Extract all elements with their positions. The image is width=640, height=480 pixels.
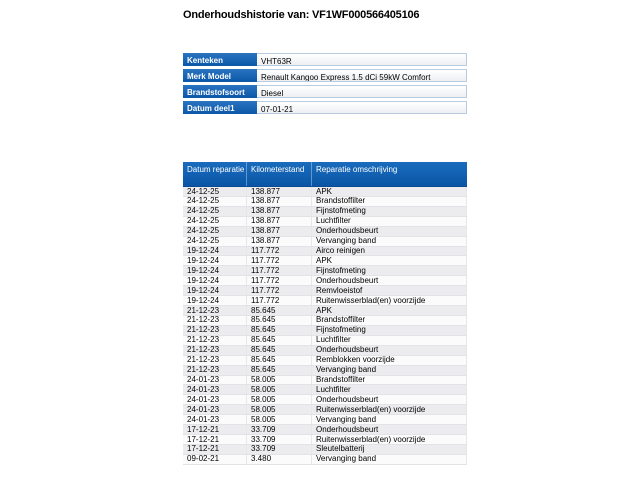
- table-row: [183, 247, 467, 257]
- cell-datum-reparatie: 21-12-23: [183, 336, 247, 345]
- cell-reparatie-omschrijving: Vervanging band: [312, 237, 467, 246]
- table-row: [183, 366, 467, 376]
- vehicle-info-label: Brandstofsoort: [183, 85, 257, 98]
- cell-kilometerstand: 117.772: [247, 296, 312, 305]
- cell-kilometerstand: 117.772: [247, 286, 312, 295]
- cell-reparatie-omschrijving: Ruitenwisserblad(en) voorzijde: [312, 405, 467, 414]
- cell-datum-reparatie: 19-12-24: [183, 247, 247, 256]
- table-row: [183, 227, 467, 237]
- cell-kilometerstand: 58.005: [247, 385, 312, 394]
- vehicle-info-value: 07-01-21: [257, 101, 467, 114]
- vehicle-info-label: Merk Model: [183, 69, 257, 82]
- cell-kilometerstand: 85.645: [247, 346, 312, 355]
- table-row: [183, 445, 467, 455]
- cell-datum-reparatie: 19-12-24: [183, 266, 247, 275]
- maintenance-history-table: [183, 162, 467, 465]
- cell-datum-reparatie: 09-02-21: [183, 455, 247, 464]
- cell-datum-reparatie: 24-12-25: [183, 227, 247, 236]
- table-row: [183, 306, 467, 316]
- cell-datum-reparatie: 24-12-25: [183, 237, 247, 246]
- cell-datum-reparatie: 24-12-25: [183, 187, 247, 196]
- cell-datum-reparatie: 19-12-24: [183, 286, 247, 295]
- cell-reparatie-omschrijving: Vervanging band: [312, 366, 467, 375]
- cell-datum-reparatie: 17-12-21: [183, 445, 247, 454]
- vehicle-info-row: [183, 101, 467, 114]
- cell-reparatie-omschrijving: Fijnstofmeting: [312, 266, 467, 275]
- cell-kilometerstand: 33.709: [247, 425, 312, 434]
- cell-kilometerstand: 85.645: [247, 356, 312, 365]
- vehicle-info-row: [183, 69, 467, 82]
- cell-datum-reparatie: 21-12-23: [183, 326, 247, 335]
- table-row: [183, 425, 467, 435]
- cell-kilometerstand: 138.877: [247, 217, 312, 226]
- column-header-datum-reparatie: Datum reparatie: [183, 162, 247, 186]
- cell-kilometerstand: 85.645: [247, 306, 312, 315]
- cell-datum-reparatie: 19-12-24: [183, 296, 247, 305]
- vehicle-info-label: Kenteken: [183, 53, 257, 66]
- column-header-reparatie-omschrijving: Reparatie omschrijving: [316, 165, 398, 174]
- cell-reparatie-omschrijving: Brandstoffilter: [312, 197, 467, 206]
- table-row: [183, 435, 467, 445]
- cell-datum-reparatie: 19-12-24: [183, 276, 247, 285]
- cell-reparatie-omschrijving: Luchtfilter: [312, 336, 467, 345]
- cell-kilometerstand: 117.772: [247, 266, 312, 275]
- cell-reparatie-omschrijving: Ruitenwisserblad(en) voorzijde: [312, 435, 467, 444]
- page-title: Onderhoudshistorie van: VF1WF000566405106: [183, 9, 420, 21]
- table-row: [183, 256, 467, 266]
- cell-reparatie-omschrijving: Onderhoudsbeurt: [312, 227, 467, 236]
- table-row: [183, 217, 467, 227]
- cell-datum-reparatie: 24-01-23: [183, 385, 247, 394]
- cell-datum-reparatie: 21-12-23: [183, 356, 247, 365]
- cell-reparatie-omschrijving: Luchtfilter: [312, 217, 467, 226]
- cell-kilometerstand: 138.877: [247, 227, 312, 236]
- cell-kilometerstand: 85.645: [247, 316, 312, 325]
- cell-kilometerstand: 138.877: [247, 207, 312, 216]
- table-row: [183, 187, 467, 197]
- cell-kilometerstand: 58.005: [247, 376, 312, 385]
- table-row: [183, 346, 467, 356]
- table-row: [183, 336, 467, 346]
- cell-datum-reparatie: 21-12-23: [183, 306, 247, 315]
- table-row: [183, 455, 467, 465]
- table-row: [183, 266, 467, 276]
- table-row: [183, 405, 467, 415]
- cell-reparatie-omschrijving: Onderhoudsbeurt: [312, 395, 467, 404]
- table-row: [183, 385, 467, 395]
- table-row: [183, 286, 467, 296]
- table-row: [183, 326, 467, 336]
- cell-kilometerstand: 58.005: [247, 405, 312, 414]
- vehicle-info-label: Datum deel1: [183, 101, 257, 114]
- cell-kilometerstand: 3.480: [247, 455, 312, 464]
- table-row: [183, 356, 467, 366]
- cell-datum-reparatie: 24-12-25: [183, 197, 247, 206]
- cell-datum-reparatie: 24-01-23: [183, 405, 247, 414]
- cell-kilometerstand: 117.772: [247, 256, 312, 265]
- vehicle-info-row: [183, 85, 467, 98]
- cell-reparatie-omschrijving: APK: [312, 187, 467, 196]
- cell-reparatie-omschrijving: Fijnstofmeting: [312, 326, 467, 335]
- cell-reparatie-omschrijving: Ruitenwisserblad(en) voorzijde: [312, 296, 467, 305]
- cell-datum-reparatie: 21-12-23: [183, 316, 247, 325]
- table-row: [183, 376, 467, 386]
- cell-datum-reparatie: 24-12-25: [183, 207, 247, 216]
- cell-datum-reparatie: 17-12-21: [183, 425, 247, 434]
- table-row: [183, 197, 467, 207]
- table-row: [183, 207, 467, 217]
- history-rows: [183, 187, 467, 465]
- vehicle-info-table: [183, 53, 467, 117]
- table-row: [183, 237, 467, 247]
- cell-kilometerstand: 138.877: [247, 187, 312, 196]
- cell-kilometerstand: 33.709: [247, 435, 312, 444]
- table-row: [183, 296, 467, 306]
- cell-datum-reparatie: 21-12-23: [183, 366, 247, 375]
- cell-reparatie-omschrijving: Fijnstofmeting: [312, 207, 467, 216]
- cell-datum-reparatie: 24-01-23: [183, 395, 247, 404]
- cell-reparatie-omschrijving: Vervanging band: [312, 455, 467, 464]
- cell-kilometerstand: 85.645: [247, 366, 312, 375]
- cell-reparatie-omschrijving: Vervanging band: [312, 415, 467, 424]
- cell-reparatie-omschrijving: Luchtfilter: [312, 385, 467, 394]
- cell-kilometerstand: 138.877: [247, 197, 312, 206]
- cell-kilometerstand: 85.645: [247, 326, 312, 335]
- cell-reparatie-omschrijving: APK: [312, 306, 467, 315]
- vehicle-info-value: Renault Kangoo Express 1.5 dCi 59kW Comfort: [257, 69, 467, 82]
- column-header-kilometerstand: Kilometerstand: [247, 162, 312, 186]
- vehicle-info-value: Diesel: [257, 85, 467, 98]
- vehicle-info-value: VHT63R: [257, 53, 467, 66]
- table-row: [183, 316, 467, 326]
- cell-datum-reparatie: 24-01-23: [183, 415, 247, 424]
- cell-kilometerstand: 33.709: [247, 445, 312, 454]
- cell-datum-reparatie: 24-01-23: [183, 376, 247, 385]
- cell-reparatie-omschrijving: Remvloeistof: [312, 286, 467, 295]
- cell-reparatie-omschrijving: Airco reinigen: [312, 247, 467, 256]
- cell-kilometerstand: 117.772: [247, 276, 312, 285]
- vehicle-info-row: [183, 53, 467, 66]
- cell-kilometerstand: 85.645: [247, 336, 312, 345]
- table-row: [183, 415, 467, 425]
- history-table-header: [183, 162, 467, 187]
- cell-reparatie-omschrijving: Brandstoffilter: [312, 316, 467, 325]
- cell-reparatie-omschrijving: Onderhoudsbeurt: [312, 346, 467, 355]
- cell-reparatie-omschrijving: Remblokken voorzijde: [312, 356, 467, 365]
- cell-reparatie-omschrijving: Sleutelbatterij: [312, 445, 467, 454]
- cell-reparatie-omschrijving: Onderhoudsbeurt: [312, 425, 467, 434]
- cell-kilometerstand: 138.877: [247, 237, 312, 246]
- cell-kilometerstand: 117.772: [247, 247, 312, 256]
- cell-datum-reparatie: 19-12-24: [183, 256, 247, 265]
- cell-kilometerstand: 58.005: [247, 415, 312, 424]
- cell-datum-reparatie: 24-12-25: [183, 217, 247, 226]
- cell-datum-reparatie: 17-12-21: [183, 435, 247, 444]
- cell-datum-reparatie: 21-12-23: [183, 346, 247, 355]
- cell-reparatie-omschrijving: Onderhoudsbeurt: [312, 276, 467, 285]
- cell-kilometerstand: 58.005: [247, 395, 312, 404]
- cell-reparatie-omschrijving: Brandstoffilter: [312, 376, 467, 385]
- table-row: [183, 276, 467, 286]
- table-row: [183, 395, 467, 405]
- cell-reparatie-omschrijving: APK: [312, 256, 467, 265]
